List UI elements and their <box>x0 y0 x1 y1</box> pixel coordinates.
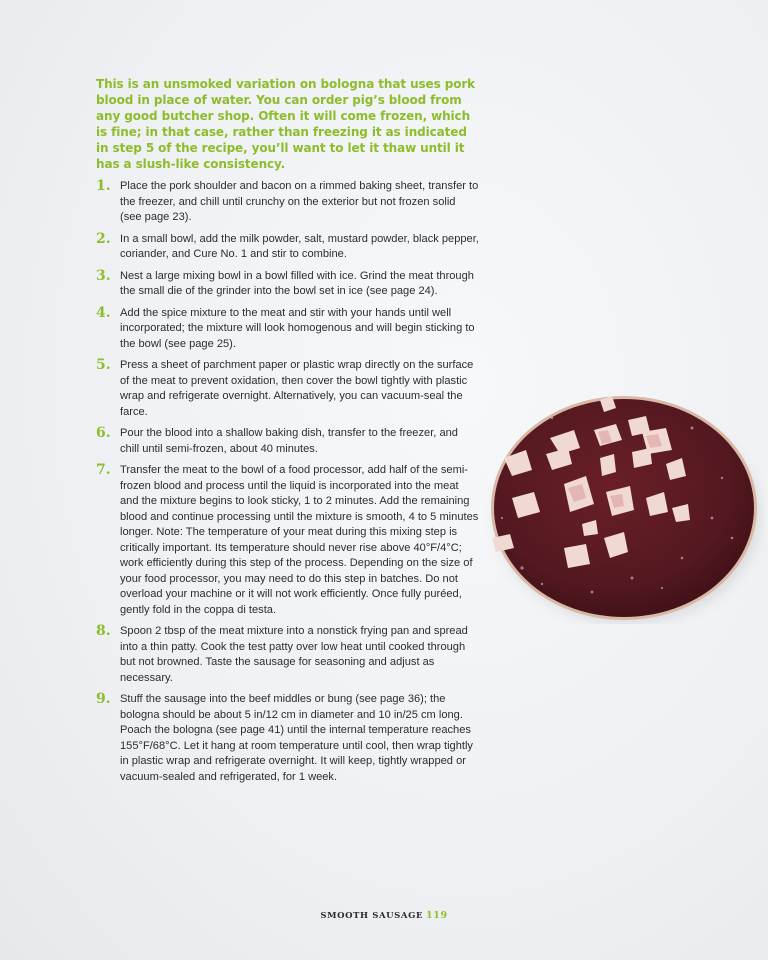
step-4 <box>96 306 480 353</box>
step-text: In a small bowl, add the milk powder, salt, mustard powder, black pepper, coriander, and Cure No. 1 and stir to combine. <box>120 232 479 260</box>
step-text: Pour the blood into a shallow baking dish, transfer to the freezer, and chill until semi-frozen, about 40 minutes. <box>120 427 458 455</box>
step-7 <box>96 463 480 618</box>
step-8 <box>96 624 480 686</box>
step-number: 8. <box>96 623 111 639</box>
page-footer <box>0 910 768 921</box>
step-number: 3. <box>96 267 111 284</box>
step-number: 9. <box>96 691 111 707</box>
step-text: Spoon 2 tbsp of the meat mixture into a nonstick frying pan and spread into a thin patty. Cook the test patty over low heat until cooked through but not browned. Taste the sausage for seasoning and adjust as necessary. <box>120 625 468 684</box>
step-3 <box>96 269 480 300</box>
step-text: Stuff the sausage into the beef middles or bung (see page 36); the bologna should be about 5 in/12 cm in diameter and 10 in/25 cm long. Poach the bologna (see page 41) until the internal temperature reaches 155°F/68°C. Let it hang at room temperature until cool, then wrap tightly in plastic wrap and refrigerate overnight. It will keep, tightly wrapped or vacuum-sealed and refrigerated, for 1 week. <box>120 693 473 783</box>
intro-paragraph: This is an unsmoked variation on bologna that uses pork blood in place of water. You can order pig’s blood from any good butcher shop. Often it will come frozen, which is fine; in that case, rather than freezing it as indicated in step 5 of the recipe, you’ll want to let it thaw until it has a slush-like consistency. <box>96 77 476 172</box>
sausage-slice-photo <box>482 388 766 624</box>
step-number: 5. <box>96 357 111 373</box>
recipe-steps <box>96 179 480 791</box>
step-6 <box>96 426 480 457</box>
step-text: Transfer the meat to the bowl of a food processor, add half of the semi-frozen blood and process until the liquid is incorporated into the meat and the mixture begins to look sticky, 1 to 2 minutes. Add the remaining blood and continue processing until the mixture is smooth, 4 to 5 minutes longer. Note: The temperature of your meat during this mixing step is critically important. Its temperature should never rise above 40°F/4°C; work efficiently during this step of the process. Depending on the size of your food processor, you may need to do this step in batches. Do not overload your machine or it will not work efficiently. Once fully puréed, gently fold in the coppa di testa. <box>120 464 479 616</box>
step-text: Press a sheet of parchment paper or plastic wrap directly on the surface of the meat to prevent oxidation, then cover the bowl tightly with plastic wrap and refrigerate overnight. Alternatively, you can vacuum-seal the farce. <box>120 359 474 418</box>
step-number: 7. <box>96 462 111 478</box>
step-number: 4. <box>96 304 111 321</box>
step-number: 1. <box>96 178 111 194</box>
step-text: Add the spice mixture to the meat and stir with your hands until well incorporated; the mixture will look homogenous and will begin sticking to the bowl (see page 25). <box>120 306 475 350</box>
page-number: 119 <box>426 910 448 921</box>
step-9 <box>96 692 480 785</box>
step-text: Nest a large mixing bowl in a bowl filled with ice. Grind the meat through the small die of the grinder into the bowl set in ice (see page 24). <box>120 269 474 297</box>
step-1 <box>96 179 480 226</box>
step-number: 6. <box>96 425 111 441</box>
step-text: Place the pork shoulder and bacon on a rimmed baking sheet, transfer to the freezer, and chill until crunchy on the exterior but not frozen solid (see page 23). <box>120 180 479 223</box>
step-2 <box>96 232 480 263</box>
step-number: 2. <box>96 230 111 247</box>
step-5 <box>96 358 480 420</box>
footer-section-title: SMOOTH SAUSAGE <box>320 911 424 921</box>
